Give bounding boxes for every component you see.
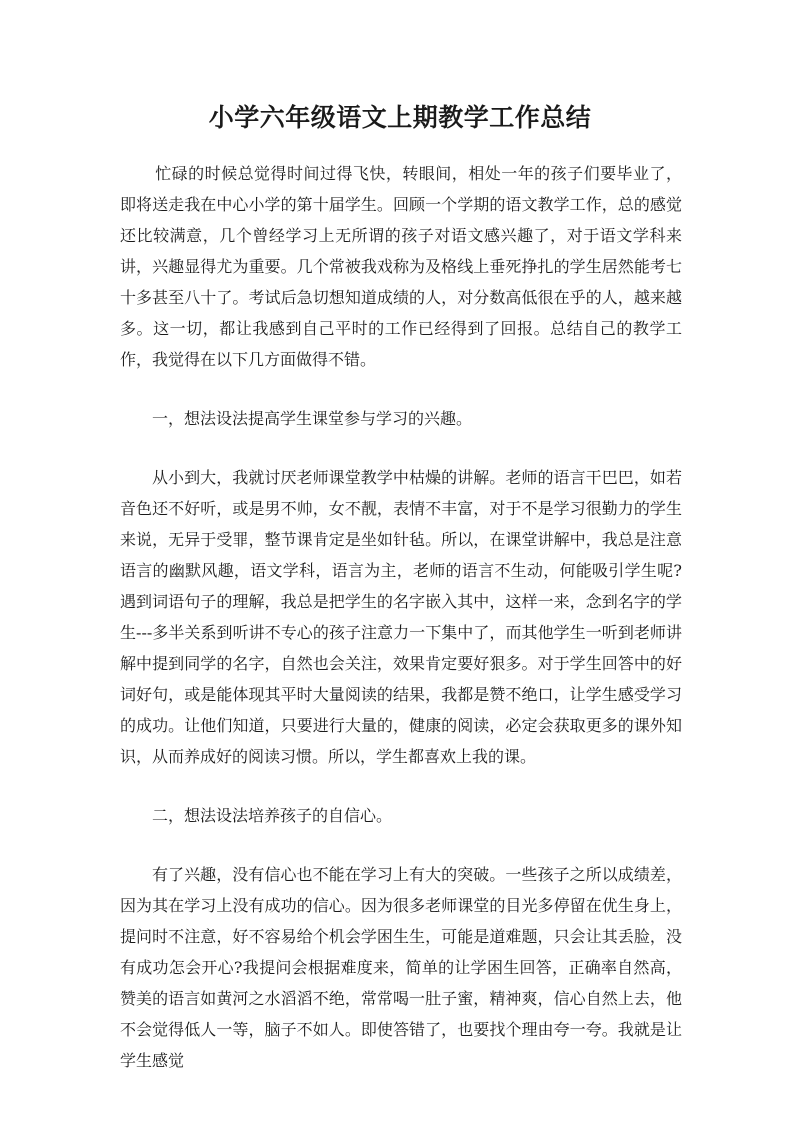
intro-paragraph: 忙碌的时候总觉得时间过得飞快，转眼间，相处一年的孩子们要毕业了，即将送走我在中心小学的第十届学生。回顾一个学期的语文教学工作，总的感觉还比较满意，几个曾经学习上无所谓的孩子对语文感兴趣了，对于语文学科来讲，兴趣显得尤为重要。几个常被我戏称为及格线上垂死挣扎的学生居然能考七十多甚至八十了。考试后急切想知道成绩的人，对分数高低很在乎的人，越来越多。这一切，都让我感到自己平时的工作已经得到了回报。总结自己的教学工作，我觉得在以下几方面做得不错。	[120, 164, 682, 369]
document-title: 小学六年级语文上期教学工作总结	[208, 103, 592, 132]
section-heading-1: 一，想法设法提高学生课堂参与学习的兴趣。	[152, 409, 473, 428]
section-heading-2: 二，想法设法培养孩子的自信心。	[152, 806, 393, 825]
document-body	[120, 158, 682, 1104]
section-1-paragraph: 从小到大，我就讨厌老师课堂教学中枯燥的讲解。老师的语言干巴巴，如若音色还不好听，或是男不帅，女不靓，表情不丰富，对于不是学习很勤力的学生来说，无异于受罪，整节课肯定是坐如针毡。所以，在课堂讲解中，我总是注意语言的幽默风趣，语文学科，语言为主，老师的语言不生动，何能吸引学生呢?遇到词语句子的理解，我总是把学生的名字嵌入其中，这样一来，念到名字的学生---多半关系到听讲不专心的孩子注意力一下集中了，而其他学生一听到老师讲解中提到同学的名字，自然也会关注，效果肯定要好狠多。对于学生回答中的好词好句，或是能体现其平时大量阅读的结果，我都是赞不绝口，让学生感受学习的成功。让他们知道，只要进行大量的，健康的阅读，必定会获取更多的课外知识，从而养成好的阅读习惯。所以，学生都喜欢上我的课。	[120, 468, 682, 766]
section-2-paragraph: 有了兴趣，没有信心也不能在学习上有大的突破。一些孩子之所以成绩差，因为其在学习上没有成功的信心。因为很多老师课堂的目光多停留在优生身上，提问时不注意，好不容易给个机会学困生生，可能是道难题，只会让其丢脸，没有成功怎会开心?我提问会根据难度来，简单的让学困生回答，正确率自然高，赞美的语言如黄河之水滔滔不绝，常常喝一肚子蜜，精神爽，信心自然上去，他不会觉得低人一等，脑子不如人。即使答错了，也要找个理由夸一夸。我就是让学生感觉	[120, 865, 682, 1070]
